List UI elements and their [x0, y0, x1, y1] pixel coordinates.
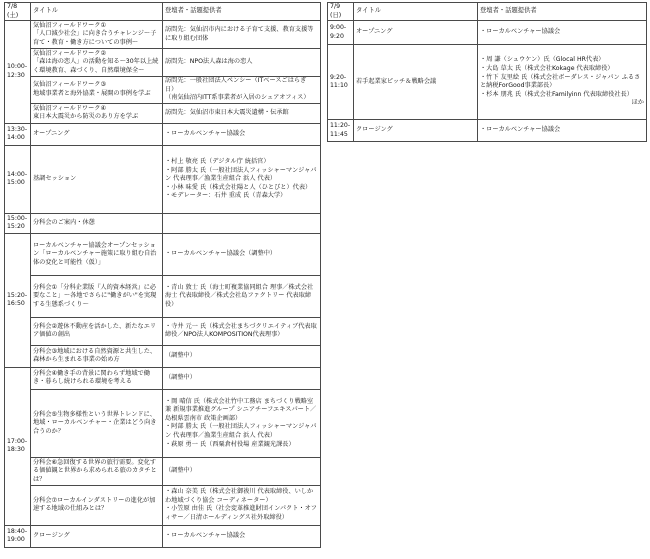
session-speakers: ・岡 晴信 氏（株式会社竹中工務店 まちづくり戦略室 兼 新規事業推進グループ シニアチーフエキスパート／島根県雲南市 政策企画部） ・阿部 勝太 氏（一般社団法人フィッシャーマンジャパン 代表理事／漁業生産組合 浜人 代表） ・萩原 勇一 氏（西粟倉村役場 産業観光課長） [163, 389, 321, 457]
session-speakers: （調整中） [163, 367, 321, 389]
day2-title-header: タイトル [354, 3, 478, 21]
table-row [328, 45, 647, 120]
time-cell: 13:30- 14:00 [5, 123, 31, 145]
table-row [5, 345, 321, 367]
session-speakers: ・ローカルベンチャー協議会 [163, 123, 321, 145]
session-title: クロージング [354, 120, 478, 142]
session-title: 気仙沼フィールドワーク④ 東日本大震災から防災のあり方を学ぶ [31, 103, 163, 123]
table-row [328, 120, 647, 142]
table-row [5, 317, 321, 345]
time-cell: 17:00- 18:30 [5, 367, 31, 525]
table-row [5, 123, 321, 145]
session-speakers: ・ローカルベンチャー協議会 [163, 525, 321, 547]
session-title: 分科会①「分科企業版『人的資本経営』に必要なこと」～各地でさらに"働きがい"を実現する生態系づくり～ [31, 275, 163, 317]
table-row [5, 389, 321, 457]
session-title: クロージング [31, 525, 163, 547]
table-row [328, 21, 647, 45]
table-row [5, 275, 321, 317]
table-row [5, 103, 321, 123]
speaker-list: ・周 謙（シュウケン）氏（Glocal HR代表） ・大島 草太 氏（株式会社Kokage 代表取締役） ・竹下 友里絵 氏（株式会社ボーダレス・ジャパン ふるさと納税ForGood事業部長） ・杉本 朋兆 氏（株式会社Familyinn 代表取締役社長） [480, 56, 641, 98]
session-speakers: ・ローカルベンチャー協議会 [478, 120, 647, 142]
session-title: 分科会のご案内・休憩 [31, 213, 163, 233]
session-speakers: （調整中） [163, 345, 321, 367]
day2-header-row [328, 3, 647, 21]
session-title: 気仙沼フィールドワーク③ 地域事業者と海外協業・展開の事例を学ぶ [31, 77, 163, 104]
table-row [5, 213, 321, 233]
session-speakers: ・村上 敬亮 氏（デジタル庁 統括官） ・阿部 勝太 氏（一般社団法人フィッシャーマンジャパン 代表理事／漁業生産組合 浜人 代表） ・小林 味愛 氏（株式会社陽と人（ひとびと）代表） ・モデレーター：石井 重成 氏（青森大学） [163, 145, 321, 213]
session-speakers: ・寺井 元一 氏（株式会社まちづクリエイティブ代表取締役／NPO法人KOMPOSITION代表理事） [163, 317, 321, 345]
session-title: 分科会⑥急回復する世界の旅行需要。変化する価値観と世界から求められる旅のカタチとは？ [31, 457, 163, 485]
session-title: オープニング [31, 123, 163, 145]
day2-date: 7/9(日) [328, 3, 354, 21]
session-title: 気仙沼フィールドワーク② 「森は海の恋人」の活動を知る～30年以上続く環境教育、森づくり、自然環境保全～ [31, 49, 163, 77]
table-row [5, 233, 321, 275]
session-speakers: 訪問先：気仙沼市内における子育て支援、教育支援等に取り組む団体 [163, 21, 321, 49]
session-speakers [478, 45, 647, 120]
session-speakers [163, 213, 321, 233]
session-speakers: ・ローカルベンチャー協議会（調整中） [163, 233, 321, 275]
time-cell: 10:00- 12:30 [5, 21, 31, 124]
session-speakers: ・ローカルベンチャー協議会 [478, 21, 647, 45]
time-cell: 9:20- 11:10 [328, 45, 354, 120]
day1-date: 7/8(土) [5, 3, 31, 21]
table-row [5, 145, 321, 213]
time-cell: 9:00- 9:20 [328, 21, 354, 45]
time-cell: 15:20- 16:50 [5, 233, 31, 367]
session-speakers: ・森山 奈美 氏（株式会社御祓川 代表取締役、いしかわ地域づくり協会 コーディネーター） ・小笠原 由佳 氏（社会変革推進財団インパクト・オフィサー／日清ホールディングス社外取締役） [163, 485, 321, 525]
day1-schedule-table [4, 2, 321, 548]
day1-speakers-header: 登壇者・話題提供者 [163, 3, 321, 21]
session-speakers: （調整中） [163, 457, 321, 485]
table-row [5, 485, 321, 525]
day1-header-row [5, 3, 321, 21]
time-cell: 11:20- 11:45 [328, 120, 354, 142]
session-speakers: 訪問先：気仙沼市東日本大震災遺構・伝承館 [163, 103, 321, 123]
session-title: オープニング [354, 21, 478, 45]
table-row [5, 49, 321, 77]
session-title: 基調セッション [31, 145, 163, 213]
session-title: ローカルベンチャー協議会オープンセッション「ローカルベンチャー施策に取り組む自治体の変化と可能性（仮）」 [31, 233, 163, 275]
table-row [5, 367, 321, 389]
session-title: 分科会⑦ローカルインダストリーの進化が加速する地域の仕組みとは？ [31, 485, 163, 525]
session-title: 分科会⑤生物多様性という世界トレンドに、地域・ローカルベンチャー・企業はどう向き合うのか？ [31, 389, 163, 457]
session-title: 若手起業家ピッチ＆戦略会議 [354, 45, 478, 120]
session-speakers: 訪問先：一般社団法人ペンシー（ITベースごはらぎ日） （南気仙沼内ITT系事業者が入居のシェアオフィス） [163, 77, 321, 104]
day2-schedule-table [327, 2, 647, 142]
day2-speakers-header: 登壇者・話題提供者 [478, 3, 647, 21]
session-title: 分科会③地域における自然資源と共生した、森林から生まれる事業の始め方 [31, 345, 163, 367]
table-row [5, 77, 321, 104]
time-cell: 18:40- 19:00 [5, 525, 31, 547]
day1-title-header: タイトル [31, 3, 163, 21]
session-speakers: ・青山 敦士 氏（海士町複業協同組合 理事／株式会社海士 代表取締役／株式会社島ファクトリー 代表取締役） [163, 275, 321, 317]
more-speakers-note: ほか [631, 99, 644, 107]
time-cell: 14:00- 15:00 [5, 145, 31, 213]
time-cell: 15:00- 15:20 [5, 213, 31, 233]
table-row [5, 21, 321, 49]
table-row [5, 457, 321, 485]
table-row [5, 525, 321, 547]
session-speakers: 訪問先：NPO法人森は海の恋人 [163, 49, 321, 77]
session-title: 分科会②遊休不動産を活かした、新たなエリア価値の創出 [31, 317, 163, 345]
session-title: 分科会④働き手の背景に関わらず地域で働き・暮らし続けられる環境を考える [31, 367, 163, 389]
session-title: 気仙沼フィールドワーク① 「人口減少社会」に向き合うチャレンジ～子育て・教育・働き方についての事例～ [31, 21, 163, 49]
